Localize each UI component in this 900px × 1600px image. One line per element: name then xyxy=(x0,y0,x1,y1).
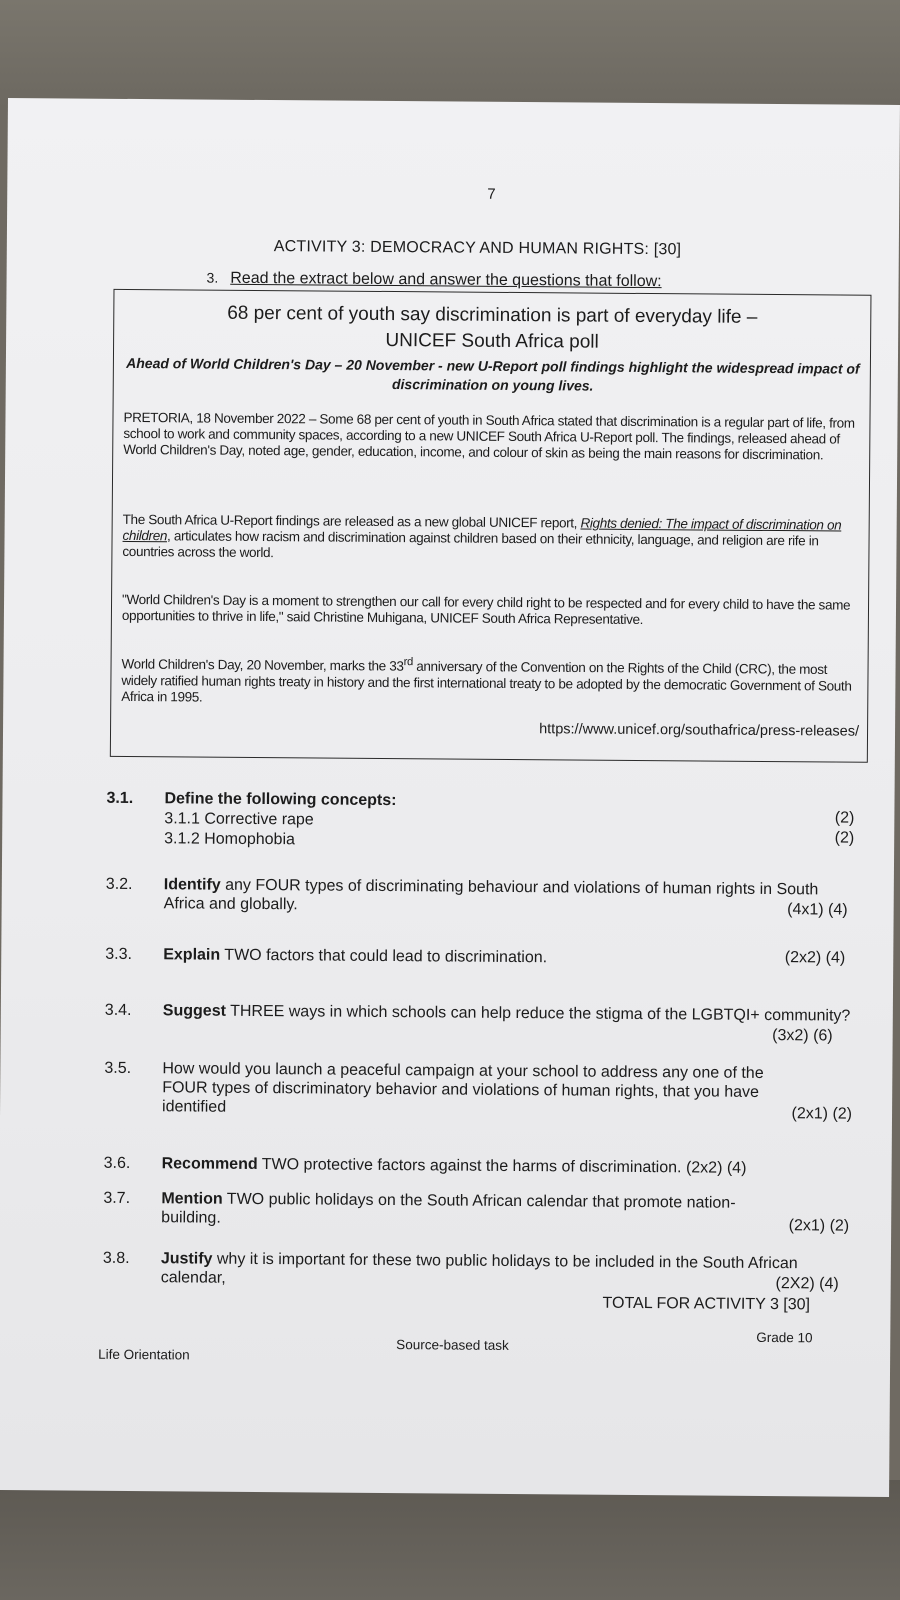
source-extract-box xyxy=(110,289,872,763)
question-number: 3.3. xyxy=(105,945,133,963)
question-number: 3.4. xyxy=(104,1001,132,1019)
extract-paragraph-4 xyxy=(121,652,861,710)
paragraph-2-text: The South Africa U-Report findings are released as a new global UNICEF report, xyxy=(122,511,581,531)
question-3-6 xyxy=(104,1154,852,1182)
question-body: TWO public holidays on the South African calendar that promote nation-building. xyxy=(161,1190,736,1227)
activity-title: ACTIVITY 3: DEMOCRACY AND HUMAN RIGHTS: [30] xyxy=(273,238,682,259)
footer-grade: Grade 10 xyxy=(756,1329,813,1346)
question-3-5 xyxy=(104,1059,852,1129)
question-text xyxy=(161,1189,761,1232)
sub-question-3-1-2: 3.1.2 Homophobia xyxy=(164,830,296,849)
command-verb: Justify xyxy=(160,1250,213,1268)
marks: (2X2) (4) xyxy=(775,1275,839,1293)
question-number: 3.8. xyxy=(102,1249,130,1267)
sub-question-3-1-1: 3.1.1 Corrective rape xyxy=(164,810,314,829)
extract-paragraph-2 xyxy=(122,512,862,566)
background-surface-top xyxy=(0,0,900,110)
question-3-2 xyxy=(106,875,854,925)
question-text: How would you launch a peaceful campaign at your school to address any one of the FOUR types of discriminatory behavior and violations of human rights, that you have identified xyxy=(162,1060,764,1116)
question-text: Define the following concepts: xyxy=(164,790,397,810)
question-3-4 xyxy=(105,1001,853,1051)
question-text xyxy=(162,1154,852,1178)
question-3-3 xyxy=(105,945,853,973)
question-number: 3.5. xyxy=(104,1059,132,1077)
report-title-link: Rights denied: The impact of discrimination on children xyxy=(122,515,842,544)
page-number: 7 xyxy=(487,185,496,203)
marks: (2) xyxy=(834,829,855,847)
extract-subheadline: Ahead of World Children's Day – 20 November - new U-Report poll findings highlight the widespread impact of discrimination on young lives. xyxy=(126,354,860,394)
extract-paragraph-3: "World Children's Day is a moment to strengthen our call for every child right to be respected and for every child to have the same opportunities to thrive in life," said Christine Muhigana, UNICEF South Africa Representative. xyxy=(121,591,851,628)
footer-subject: Life Orientation xyxy=(98,1346,190,1363)
question-text xyxy=(163,1001,853,1025)
question-number: 3.7. xyxy=(103,1189,131,1207)
marks: (2x2) (4) xyxy=(685,1159,747,1177)
source-url: https://www.unicef.org/southafrica/press-releases/ xyxy=(539,721,860,740)
marks: (4x1) (4) xyxy=(787,901,848,919)
question-body: TWO factors that could lead to discrimination. xyxy=(220,946,548,967)
paragraph-4-text-end: anniversary of the Convention on the Rights of the Child (CRC), the most widely ratified human rights treaty in history and the first international treaty to be adopted by the democratic Government of South Africa in 1995. xyxy=(121,658,852,705)
exam-page xyxy=(0,98,900,1497)
marks: (2x1) (2) xyxy=(788,1217,850,1235)
instruction-number: 3. xyxy=(206,269,219,286)
extract-headline: 68 per cent of youth say discrimination is part of everyday life – xyxy=(227,302,758,328)
paragraph-2-text-end: , articulates how racism and discrimination against children based on their ethnicity, language, and religion are rife in countries across the world. xyxy=(122,528,819,561)
instruction-text: Read the extract below and answer the questions that follow: xyxy=(230,269,662,291)
question-body: THREE ways in which schools can help reduce the stigma of the LGBTQI+ community? xyxy=(225,1002,851,1025)
extract-paragraph-1: PRETORIA, 18 November 2022 – Some 68 per cent of youth in South Africa stated that discrimination is a regular part of life, from school to work and community spaces, according to a new UNICEF South Africa U-Report poll. The findings, released ahead of World Children's Day, noted age, gender, education, income, and colour of skin as being the main reasons for discrimination. xyxy=(123,409,855,463)
instruction xyxy=(207,270,662,292)
question-3-1 xyxy=(106,789,854,859)
question-3-7 xyxy=(103,1189,851,1239)
marks: (2) xyxy=(834,809,855,827)
question-text xyxy=(161,1249,851,1292)
command-verb: Recommend xyxy=(161,1155,258,1173)
command-verb: Explain xyxy=(163,946,221,964)
command-verb: Suggest xyxy=(162,1002,227,1020)
background-surface-bottom xyxy=(0,1480,900,1600)
marks: (2x1) (2) xyxy=(791,1105,853,1123)
ordinal-suffix: rd xyxy=(403,656,413,669)
question-3-8 xyxy=(103,1249,851,1299)
activity-total: TOTAL FOR ACTIVITY 3 [30] xyxy=(602,1294,811,1314)
command-verb: Mention xyxy=(161,1190,223,1208)
marks: (3x2) (6) xyxy=(772,1027,833,1045)
footer-task: Source-based task xyxy=(396,1337,509,1353)
question-text xyxy=(164,875,854,918)
question-body: why it is important for these two public holidays to be included in the South African calendar, xyxy=(160,1250,798,1287)
question-body: any FOUR types of discriminating behaviour and violations of human rights in South Africa and globally. xyxy=(163,876,819,914)
command-verb: Identify xyxy=(163,876,221,894)
question-number: 3.2. xyxy=(105,875,133,894)
question-body: TWO protective factors against the harms of discrimination. xyxy=(257,1155,682,1177)
extract-headline-line2: UNICEF South Africa poll xyxy=(385,329,599,353)
question-text xyxy=(163,945,853,969)
marks: (2x2) (4) xyxy=(784,949,846,967)
paragraph-4-text: World Children's Day, 20 November, marks the 33 xyxy=(121,656,404,674)
question-number: 3.6. xyxy=(103,1154,131,1172)
question-number: 3.1. xyxy=(106,789,134,808)
